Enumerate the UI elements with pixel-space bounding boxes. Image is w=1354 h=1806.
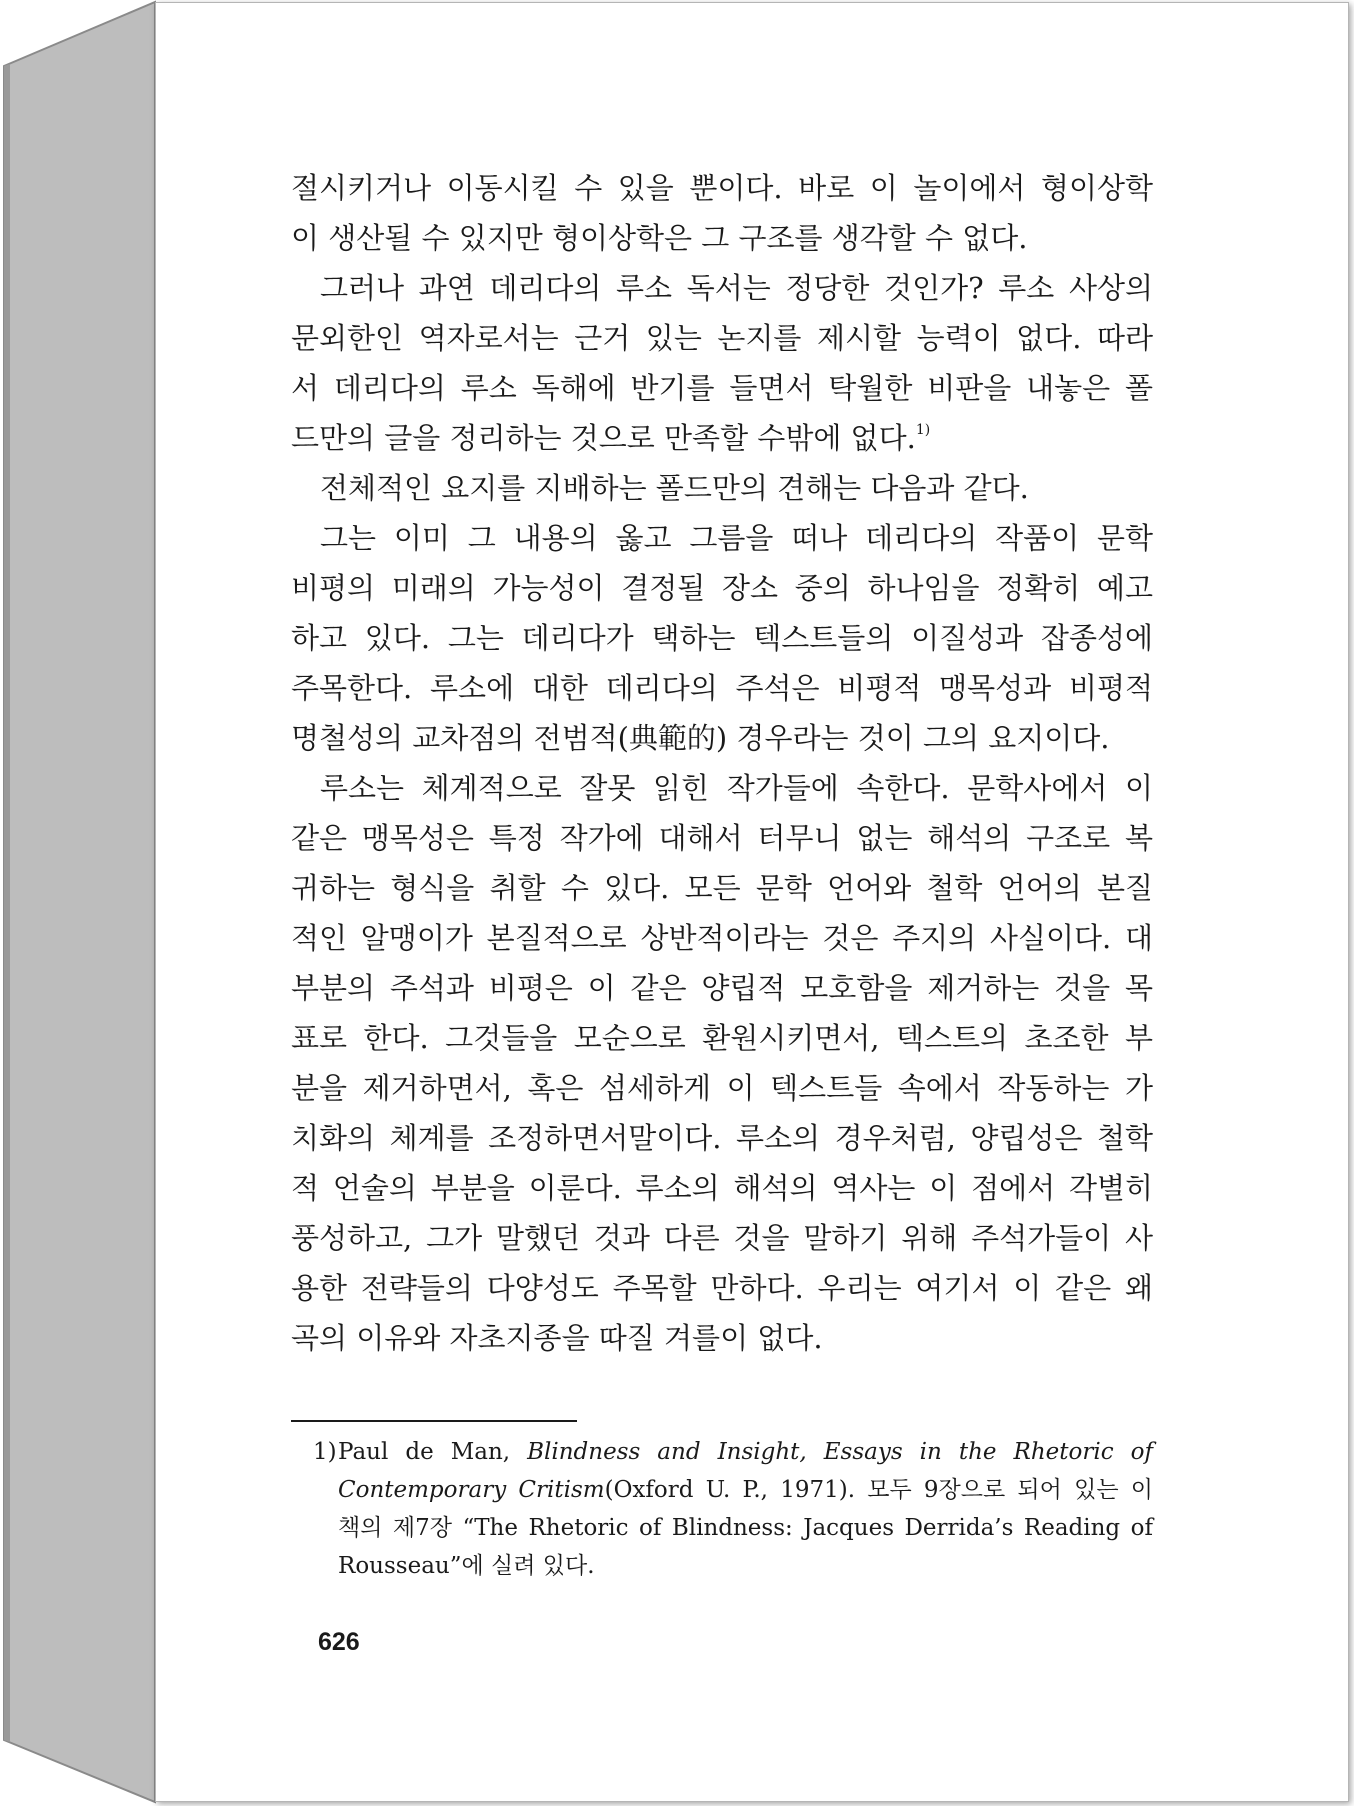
- text-line: 적인 알맹이가 본질적으로 상반적이라는 것은 주지의 사실이다. 대: [291, 921, 1153, 955]
- text-line: 비평의 미래의 가능성이 결정될 장소 중의 하나임을 정확히 예고: [291, 571, 1153, 605]
- text-line: 명철성의 교차점의 전범적(典範的) 경우라는 것이 그의 요지이다.: [291, 721, 1110, 755]
- text-line: 주목한다. 루소에 대한 데리다의 주석은 비평적 맹목성과 비평적: [291, 671, 1153, 705]
- text-line: 적 언술의 부분을 이룬다. 루소의 해석의 역사는 이 점에서 각별히: [291, 1171, 1153, 1205]
- text-line: 풍성하고, 그가 말했던 것과 다른 것을 말하기 위해 주석가들이 사: [291, 1221, 1153, 1255]
- book-page: [155, 2, 1349, 1802]
- text-line: 곡의 이유와 자초지종을 따질 겨를이 없다.: [291, 1321, 823, 1355]
- text-line: 귀하는 형식을 취할 수 있다. 모든 문학 언어와 철학 언어의 본질: [291, 871, 1153, 905]
- text-line: 그러나 과연 데리다의 루소 독서는 정당한 것인가? 루소 사상의: [320, 271, 1153, 305]
- text-line: 같은 맹목성은 특정 작가에 대해서 터무니 없는 해석의 구조로 복: [291, 821, 1153, 855]
- footnote-marker: 1): [313, 1439, 337, 1465]
- text-line: 문외한인 역자로서는 근거 있는 논지를 제시할 능력이 없다. 따라: [291, 321, 1153, 355]
- text-line: 전체적인 요지를 지배하는 폴드만의 견해는 다음과 같다.: [320, 471, 1029, 505]
- text-line: 절시키거나 이동시킬 수 있을 뿐이다. 바로 이 놀이에서 형이상학: [291, 171, 1153, 205]
- footnote-line: [313, 1433, 1153, 1471]
- text-line: 부분의 주석과 비평은 이 같은 양립적 모호함을 제거하는 것을 목: [291, 971, 1153, 1005]
- footnote-publisher: (Oxford U. P., 1971). 모두 9장으로 되어 있는 이: [604, 1477, 1153, 1503]
- footnote-divider: [291, 1420, 577, 1422]
- footnote-line: 책의 제7장 “The Rhetoric of Blindness: Jacques Derrida’s Reading of: [338, 1515, 1153, 1541]
- text-line: 치화의 체계를 조정하면서말이다. 루소의 경우처럼, 양립성은 철학: [291, 1121, 1153, 1155]
- footnote-book-title: Blindness and Insight, Essays in the Rhetoric of: [527, 1439, 1153, 1465]
- footnote-reference[interactable]: 1): [915, 422, 931, 438]
- text-line: 루소는 체계적으로 잘못 읽힌 작가들에 속한다. 문학사에서 이: [320, 771, 1153, 805]
- text-line: 표로 한다. 그것들을 모순으로 환원시키면서, 텍스트의 초조한 부: [291, 1021, 1153, 1055]
- body-text: [291, 163, 1153, 1363]
- footnote: [313, 1433, 1153, 1585]
- footnote-author: Paul de Man,: [338, 1439, 528, 1465]
- page-number: 626: [318, 1628, 360, 1656]
- text-line-content: 드만의 글을 정리하는 것으로 만족할 수밖에 없다.: [291, 421, 916, 455]
- text-line: 용한 전략들의 다양성도 주목할 만하다. 우리는 여기서 이 같은 왜: [291, 1271, 1153, 1305]
- text-line: [291, 413, 1153, 463]
- text-line: 그는 이미 그 내용의 옳고 그름을 떠나 데리다의 작품이 문학: [320, 521, 1153, 555]
- text-line: 이 생산될 수 있지만 형이상학은 그 구조를 생각할 수 없다.: [291, 221, 1028, 255]
- footnote-line: Rousseau”에 실려 있다.: [338, 1553, 595, 1579]
- footnote-line: [313, 1471, 1153, 1509]
- text-line: 분을 제거하면서, 혹은 섬세하게 이 텍스트들 속에서 작동하는 가: [291, 1071, 1153, 1105]
- footnote-book-title-cont: Contemporary Critism: [338, 1477, 605, 1503]
- book-spine: [0, 0, 160, 1806]
- text-line: 하고 있다. 그는 데리다가 택하는 텍스트들의 이질성과 잡종성에: [291, 621, 1153, 655]
- text-line: 서 데리다의 루소 독해에 반기를 들면서 탁월한 비판을 내놓은 폴: [291, 371, 1153, 405]
